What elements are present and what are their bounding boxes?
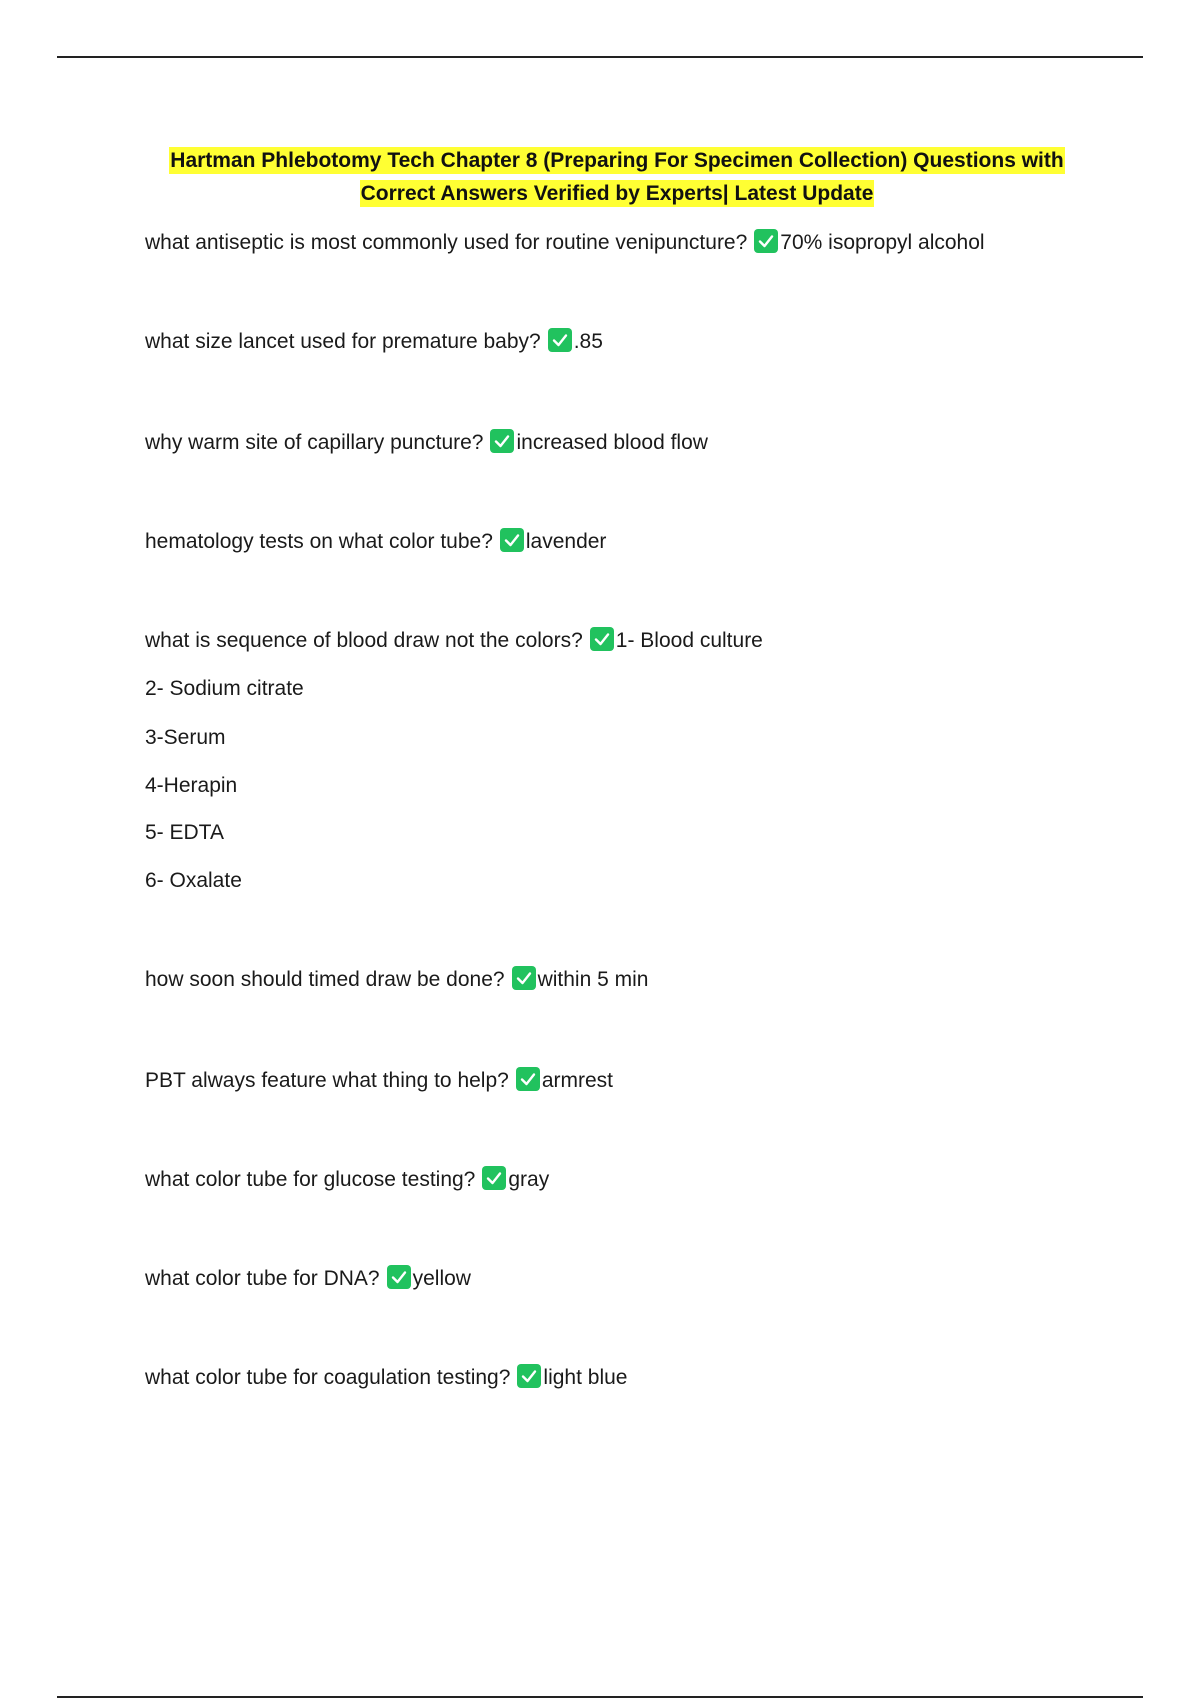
qa-item	[145, 428, 708, 458]
question-text: why warm site of capillary puncture?	[145, 431, 484, 454]
list-line: 6- Oxalate	[145, 869, 242, 892]
answer-text: increased blood flow	[516, 431, 708, 454]
document-title	[145, 144, 1089, 210]
top-rule	[57, 56, 1143, 58]
list-line: 5- EDTA	[145, 821, 224, 844]
question-text: what is sequence of blood draw not the colors?	[145, 629, 583, 652]
check-mark-icon	[482, 1166, 506, 1190]
answer-text: .85	[573, 330, 603, 353]
qa-item	[145, 228, 985, 258]
list-line: 2- Sodium citrate	[145, 677, 304, 700]
qa-item	[145, 1066, 613, 1096]
list-line: 4-Herapin	[145, 774, 238, 797]
list-line: 3-Serum	[145, 726, 226, 749]
qa-item	[145, 1165, 549, 1195]
title-line-1: Hartman Phlebotomy Tech Chapter 8 (Preparing For Specimen Collection) Questions with	[170, 149, 1064, 172]
check-mark-icon	[490, 429, 514, 453]
qa-item	[145, 527, 606, 557]
question-text: how soon should timed draw be done?	[145, 968, 505, 991]
question-text: what color tube for DNA?	[145, 1267, 380, 1290]
qa-item	[145, 626, 763, 656]
question-text: what antiseptic is most commonly used for routine venipuncture?	[145, 231, 748, 254]
title-line-2: Correct Answers Verified by Experts| Latest Update	[360, 182, 874, 205]
check-mark-icon	[512, 966, 536, 990]
answer-text: 1- Blood culture	[615, 629, 763, 652]
bottom-rule	[57, 1696, 1143, 1698]
check-mark-icon	[387, 1265, 411, 1289]
qa-item	[145, 965, 648, 995]
check-mark-icon	[516, 1067, 540, 1091]
question-text: what color tube for glucose testing?	[145, 1168, 476, 1191]
question-text: what size lancet used for premature baby?	[145, 330, 541, 353]
question-text: hematology tests on what color tube?	[145, 530, 493, 553]
answer-text: within 5 min	[537, 968, 649, 991]
check-mark-icon	[548, 328, 572, 352]
qa-item	[145, 327, 603, 357]
answer-text: yellow	[412, 1267, 471, 1290]
question-text: what color tube for coagulation testing?	[145, 1366, 511, 1389]
check-mark-icon	[517, 1364, 541, 1388]
question-text: PBT always feature what thing to help?	[145, 1069, 509, 1092]
answer-text: light blue	[543, 1366, 628, 1389]
qa-item	[145, 1264, 471, 1294]
answer-text: lavender	[525, 530, 607, 553]
answer-text: armrest	[541, 1069, 614, 1092]
qa-item	[145, 1363, 627, 1393]
check-mark-icon	[500, 528, 524, 552]
check-mark-icon	[590, 627, 614, 651]
check-mark-icon	[754, 229, 778, 253]
answer-text: 70% isopropyl alcohol	[780, 231, 985, 254]
answer-text: gray	[508, 1168, 550, 1191]
